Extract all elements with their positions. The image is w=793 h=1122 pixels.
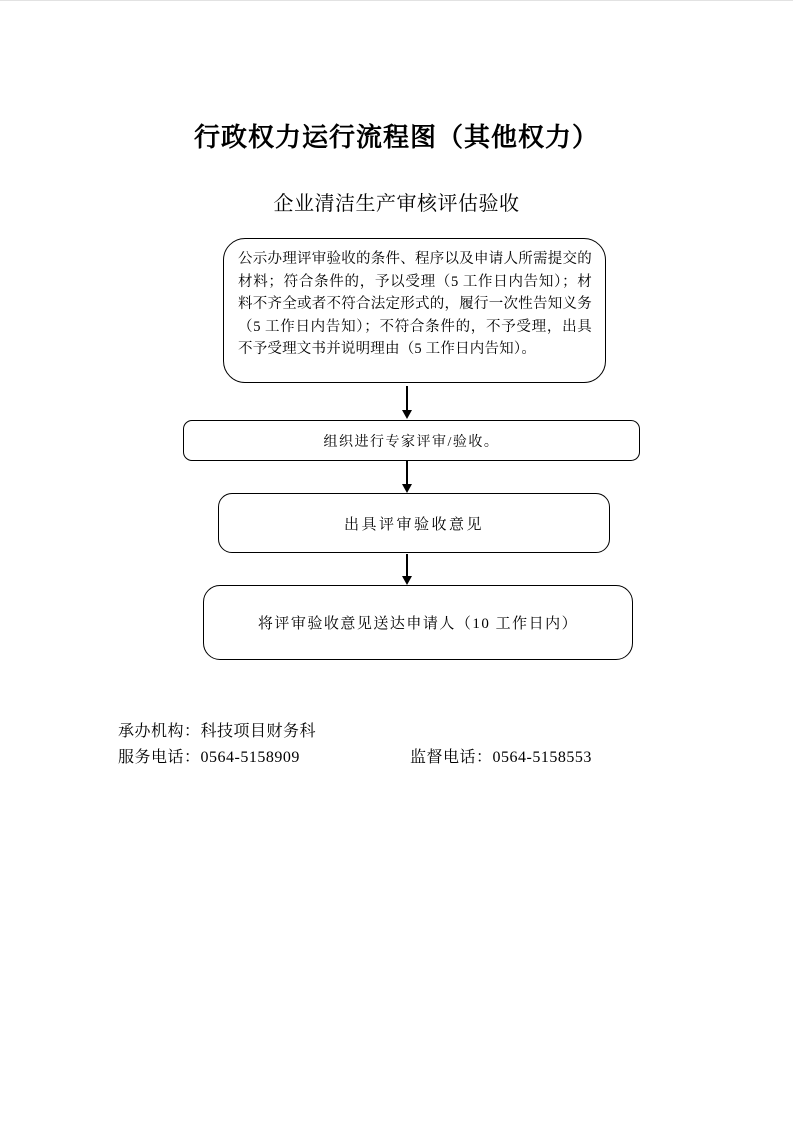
page-title: 行政权力运行流程图（其他权力）: [193, 123, 599, 152]
flow-arrow-down-icon: [400, 461, 414, 493]
flow-step-issue-opinion: 出具评审验收意见: [218, 493, 610, 553]
flow-arrow-down-icon: [400, 554, 414, 585]
page-top-edge: [0, 0, 793, 1]
arrow-stem: [406, 386, 408, 410]
flow-arrow-down-icon: [400, 386, 414, 419]
footer-service-phone: 服务电话：0564-5158909: [118, 749, 300, 766]
flow-step-publicity-acceptance: 公示办理评审验收的条件、程序以及申请人所需提交的材料；符合条件的，予以受理（5 工作日内告知）；材料不齐全或者不符合法定形式的，履行一次性告知义务（5 工作日内告知）；不符合条件的，不予受理，出具不予受理文书并说明理由（5 工作日内告知）。: [223, 238, 606, 383]
arrow-head: [402, 576, 412, 585]
flow-step-expert-review: 组织进行专家评审/验收。: [183, 420, 640, 461]
arrow-head: [402, 484, 412, 493]
flow-step-deliver-opinion: 将评审验收意见送达申请人（10 工作日内）: [203, 585, 633, 660]
arrow-stem: [406, 554, 408, 576]
footer-agency: 承办机构：科技项目财务科: [118, 723, 317, 740]
arrow-head: [402, 410, 412, 419]
arrow-stem: [406, 461, 408, 484]
footer-supervision-phone: 监督电话：0564-5158553: [410, 749, 592, 766]
page-subtitle: 企业清洁生产审核评估验收: [273, 193, 520, 215]
